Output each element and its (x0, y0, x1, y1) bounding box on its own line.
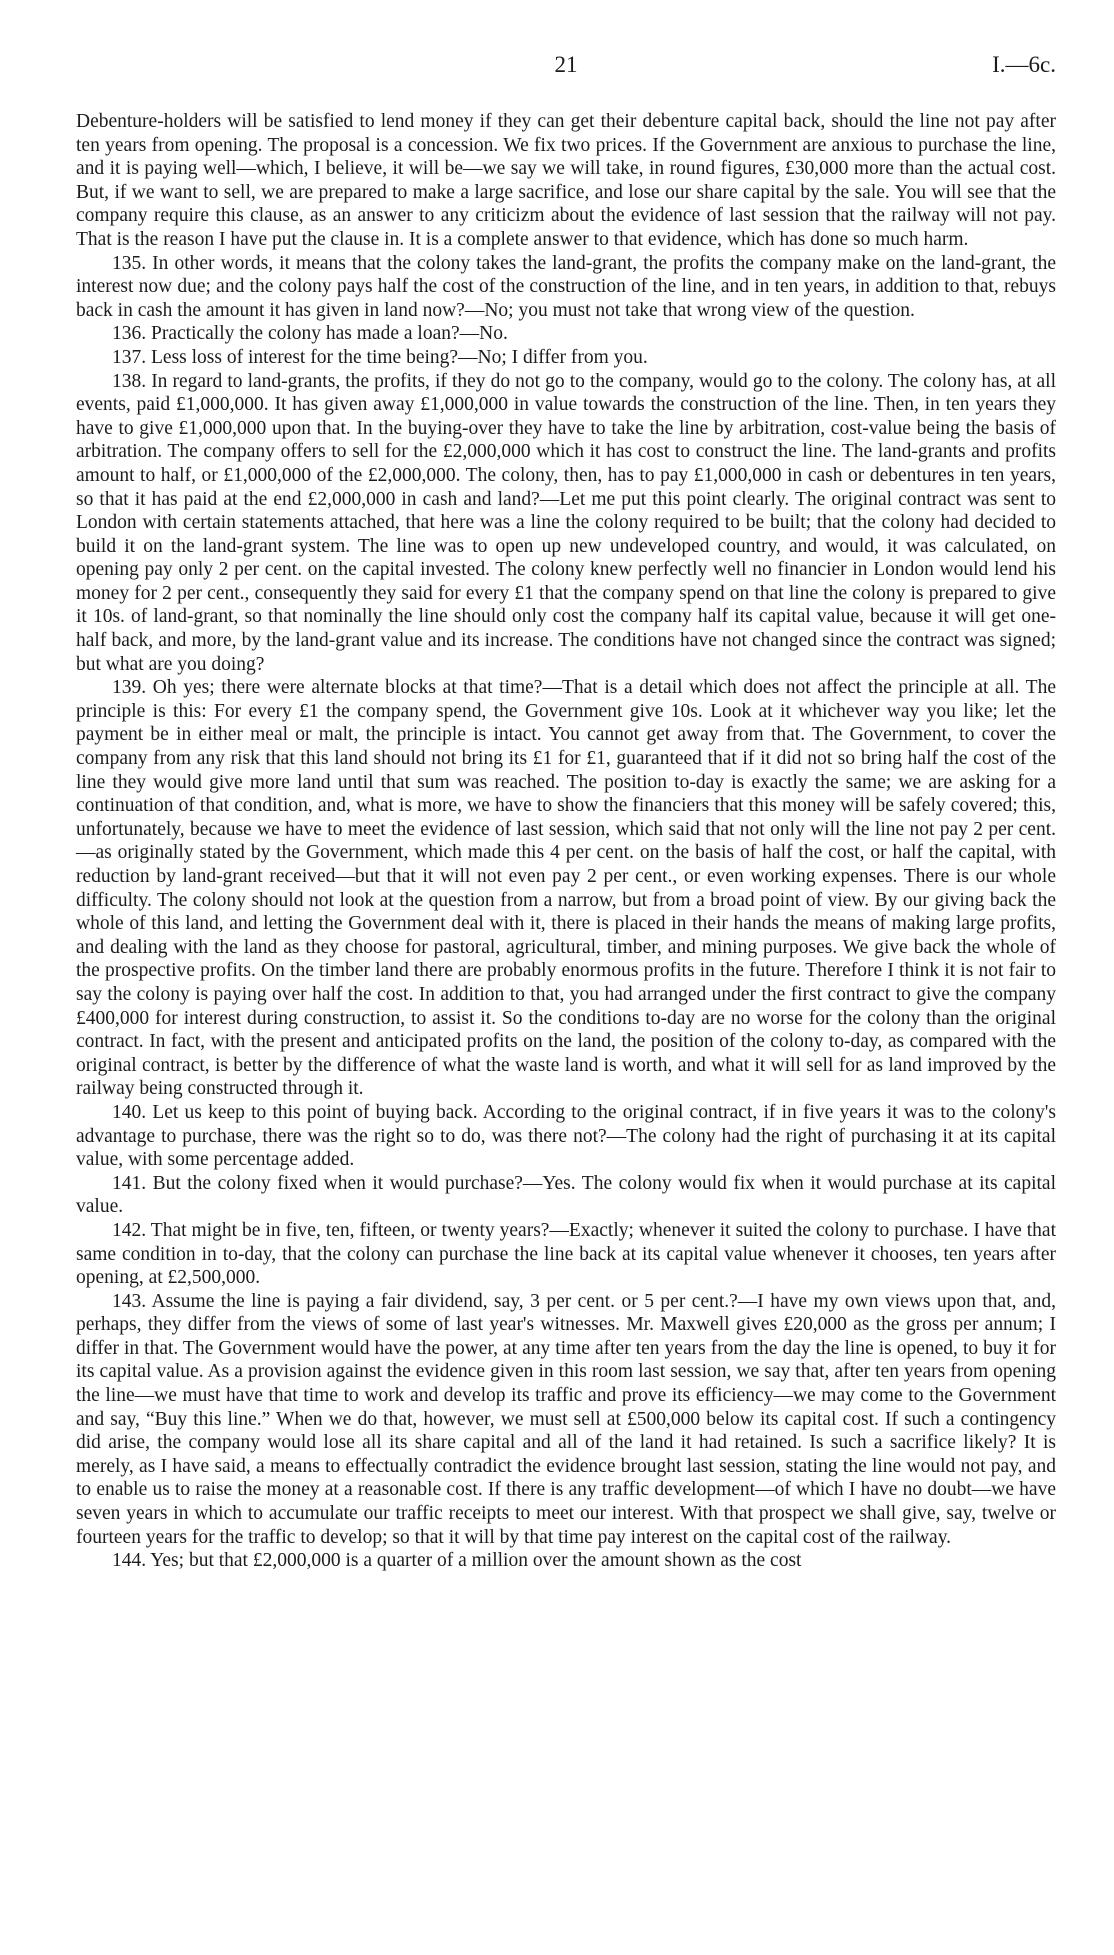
paragraph-question-142: 142. That might be in five, ten, fifteen, or twenty years?—Exactly; whenever it suited the colony to purchase. I have that same condition in to-day, that the colony can purchase the line back at its capital value whenever it chooses, ten years after opening, at £2,500,000. (76, 1219, 1056, 1289)
page-number: 21 (554, 52, 578, 77)
paragraph-question-143: 143. Assume the line is paying a fair dividend, say, 3 per cent. or 5 per cent.?—I have my own views upon that, and, perhaps, they differ from the views of some of last year's witnesses. Mr. Maxwell gives £20,000 as the gross per annum; I differ in that. The Government would have the power, at any time after ten years from the day the line is opened, to buy it for its capital value. As a provision against the evidence given in this room last session, we say that, after ten years from opening the line—we must have that time to work and develop its traffic and prove its efficiency—we may come to the Government and say, “Buy this line.” When we do that, however, we must sell at £500,000 below its capital cost. If such a contingency did arise, the company would lose all its share capital and all of the land it had retained. Is such a sacrifice likely? It is merely, as I have said, a means to effectually contradict the evidence brought last session, stating the line would not pay, and to enable us to raise the money at a reasonable cost. If there is any traffic development—of which I have no doubt—we have seven years in which to accumulate our traffic receipts to meet our interest. With that prospect we shall give, say, twelve or fourteen years for the traffic to develop; so that it will by that time pay interest on the capital cost of the railway. (76, 1290, 1056, 1548)
paragraph-question-137: 137. Less loss of interest for the time being?—No; I differ from you. (112, 346, 648, 368)
page-body (76, 110, 1056, 1573)
paragraph-question-135: 135. In other words, it means that the colony takes the land-grant, the profits the company make on the land-grant, the interest now due; and the colony pays half the cost of the construction of the line, and in ten years, in addition to that, rebuys back in cash the amount it has given in land now?—No; you must not take that wrong view of the question. (76, 252, 1056, 321)
document-reference: I.—6c. (992, 52, 1056, 77)
paragraph-continuation: Debenture-holders will be satisfied to lend money if they can get their debenture capital back, should the line not pay after ten years from opening. The proposal is a concession. We fix two prices. If the Government are anxious to purchase the line, and it is paying well—which, I believe, it will be—we say we will take, in round figures, £30,000 more than the actual cost. But, if we want to sell, we are prepared to make a large sacrifice, and lose our share capital by the sale. You will see that the company require this clause, as an answer to any criticizm about the evidence of last session that the railway will not pay. That is the reason I have put the clause in. It is a complete answer to that evidence, which has done so much harm. (76, 111, 1056, 250)
paragraph-question-138: 138. In regard to land-grants, the profits, if they do not go to the company, would go to the colony. The colony has, at all events, paid £1,000,000. It has given away £1,000,000 in value towards the construction of the line. Then, in ten years they have to give £1,000,000 upon that. In the buying-over they have to take the line by arbitration, cost-value being the basis of arbitration. The company offers to sell for the £2,000,000 which it has cost to construct the line. The land-grants and profits amount to half, or £1,000,000 of the £2,000,000. The colony, then, has to pay £1,000,000 in cash or debentures in ten years, so that it has paid at the end £2,000,000 in cash and land?—Let me put this point clearly. The original contract was sent to London with certain statements attached, that here was a line the colony required to be built; that the colony had decided to build it on the land-grant system. The line was to open up new undeveloped country, and would, it was calculated, on opening pay only 2 per cent. on the capital invested. The colony knew perfectly well no financier in London would lend his money for 2 per cent., consequently they said for every £1 that the company spend on that line the colony is prepared to give it 10s. of land-grant, so that nominally the line should only cost the company half its capital value, because it will get one-half back, and more, by the land-grant value and its increase. The conditions have not changed since the contract was signed; but what are you doing? (76, 370, 1056, 675)
paragraph-question-144: 144. Yes; but that £2,000,000 is a quarter of a million over the amount shown as the cost (112, 1550, 802, 1572)
paragraph-question-136: 136. Practically the colony has made a loan?—No. (112, 323, 508, 345)
paragraph-question-141: 141. But the colony fixed when it would purchase?—Yes. The colony would fix when it would purchase at its capital value. (76, 1172, 1056, 1218)
paragraph-question-139: 139. Oh yes; there were alternate blocks at that time?—That is a detail which does not affect the principle at all. The principle is this: For every £1 the company spend, the Government give 10s. Look at it whichever way you like; let the payment be in either meal or malt, the principle is intact. You cannot get away from that. The Government, to cover the company from any risk that this land should not bring its £1 for £1, guaranteed that if it did not so bring half the cost of the line they would give more land until that sum was reached. The position to-day is exactly the same; we are asking for a continuation of that condition, and, what is more, we have to show the financiers that this money will be safely covered; this, unfortunately, because we have to meet the evidence of last session, which said that not only will the line not pay 2 per cent.—as originally stated by the Government, which made this 4 per cent. on the basis of half the cost, or half the capital, with reduction by land-grant received—but that it will not even pay 2 per cent., or even working expenses. There is our whole difficulty. The colony should not look at the question from a narrow, but from a broad point of view. By our giving back the whole of this land, and letting the Government deal with it, there is placed in their hands the means of making large profits, and dealing with the land as they choose for pastoral, agricultural, timber, and mining purposes. We give back the whole of the prospective profits. On the timber land there are probably enormous profits in the future. Therefore I think it is not fair to say the colony is paying over half the cost. In addition to that, you had arranged under the first contract to give the company £400,000 for interest during construction, to assist it. So the conditions to-day are no worse for the colony than the original contract. In fact, with the present and anticipated profits on the land, the position of the colony to-day, as compared with the original contract, is better by the difference of what the waste land is worth, and what it will sell for as land improved by the railway being constructed through it. (76, 677, 1056, 1100)
page-header (76, 52, 1056, 82)
paragraph-question-140: 140. Let us keep to this point of buying back. According to the original contract, if in five years it was to the colony's advantage to purchase, there was the right so to do, was there not?—The colony had the right of purchasing it at its capital value, with some percentage added. (76, 1101, 1056, 1171)
